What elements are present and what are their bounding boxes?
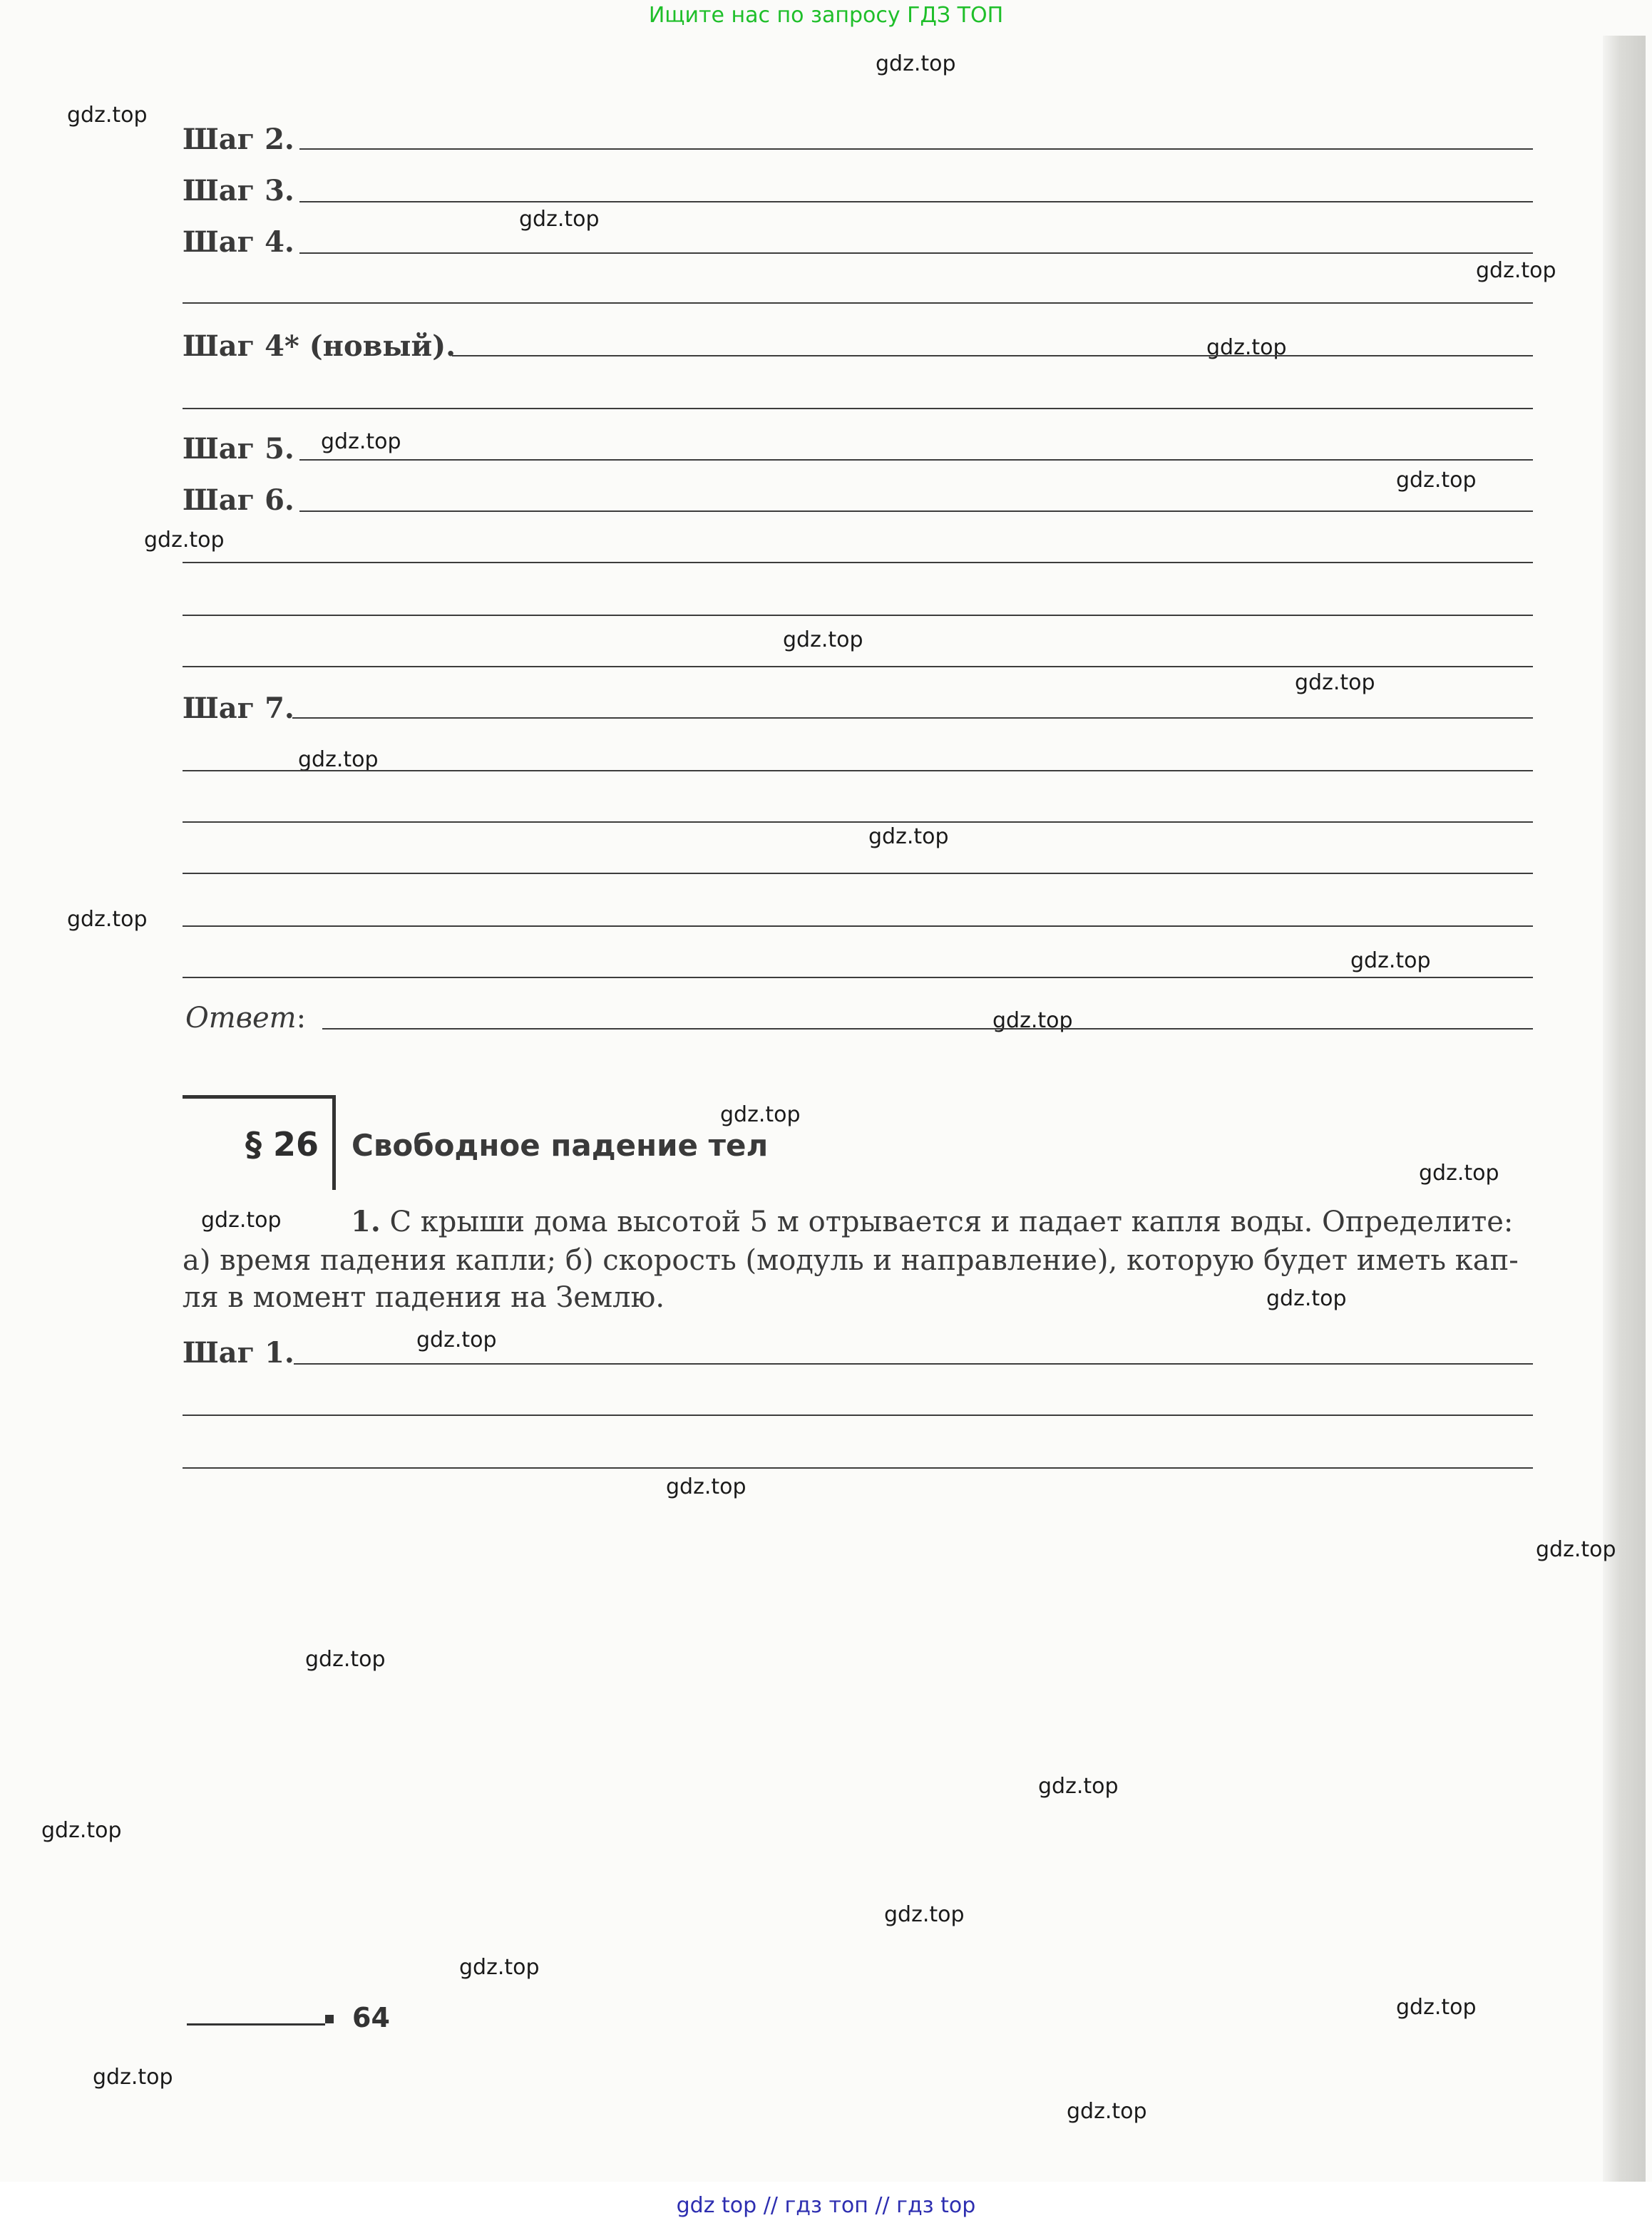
- step-4-new-label: Шаг 4* (новый).: [183, 329, 456, 363]
- answer-line[interactable]: [183, 1467, 1533, 1469]
- answer-line[interactable]: [299, 252, 1533, 254]
- watermark: gdz.top: [67, 103, 148, 128]
- problem-1-number: 1.: [351, 1205, 381, 1238]
- step-5-label: Шаг 5.: [183, 432, 294, 466]
- watermark: gdz.top: [519, 207, 600, 232]
- answer-line[interactable]: [183, 925, 1533, 927]
- top-search-banner[interactable]: Ищите нас по запросу ГДЗ ТОП: [648, 3, 1004, 28]
- page-number-rule: [187, 2023, 325, 2026]
- answer-line[interactable]: [183, 1415, 1533, 1416]
- answer-line[interactable]: [294, 1363, 1533, 1365]
- watermark: gdz.top: [144, 528, 225, 553]
- section-number: § 26: [245, 1125, 319, 1164]
- answer-line[interactable]: [299, 510, 1533, 512]
- watermark: gdz.top: [1396, 468, 1477, 493]
- watermark: gdz.top: [459, 1955, 540, 1980]
- watermark: gdz.top: [321, 429, 401, 454]
- step-4-label: Шаг 4.: [183, 225, 294, 259]
- problem-1-line-2: а) время падения капли; б) скорость (модуль и направление), которую будет иметь кап-: [183, 1244, 1519, 1277]
- watermark: gdz.top: [1396, 1995, 1477, 2020]
- watermark: gdz.top: [41, 1818, 122, 1843]
- answer-colon: :: [296, 1002, 307, 1035]
- step-6-label: Шаг 6.: [183, 483, 294, 517]
- watermark: gdz.top: [1295, 670, 1375, 695]
- watermark: gdz.top: [783, 627, 863, 652]
- answer-label: [185, 1002, 307, 1035]
- answer-line[interactable]: [183, 977, 1533, 978]
- answer-line[interactable]: [183, 666, 1533, 667]
- problem-1-line-1: [183, 1205, 1537, 1238]
- watermark: gdz.top: [876, 51, 956, 76]
- answer-line[interactable]: [183, 408, 1533, 409]
- answer-line[interactable]: [183, 562, 1533, 563]
- answer-word: Ответ: [185, 1002, 297, 1035]
- section-title: Свободное падение тел: [352, 1128, 769, 1163]
- watermark: gdz.top: [298, 747, 379, 772]
- watermark: gdz.top: [1476, 258, 1556, 283]
- watermark: gdz.top: [93, 2065, 173, 2090]
- answer-line[interactable]: [183, 873, 1533, 874]
- watermark: gdz.top: [201, 1208, 282, 1233]
- answer-line[interactable]: [183, 615, 1533, 616]
- watermark: gdz.top: [992, 1008, 1073, 1033]
- watermark: gdz.top: [720, 1102, 801, 1127]
- answer-line[interactable]: [183, 821, 1533, 823]
- watermark: gdz.top: [1206, 335, 1287, 360]
- answer-line[interactable]: [292, 717, 1533, 719]
- watermark: gdz.top: [1067, 2099, 1147, 2124]
- watermark: gdz.top: [666, 1474, 747, 1499]
- watermark: gdz.top: [1350, 948, 1431, 973]
- bottom-search-banner[interactable]: gdz top // гдз топ // гдз top: [676, 2193, 976, 2218]
- answer-line[interactable]: [322, 1028, 1533, 1030]
- watermark: gdz.top: [868, 824, 949, 849]
- answer-line[interactable]: [299, 148, 1533, 150]
- watermark: gdz.top: [305, 1647, 386, 1672]
- watermark: gdz.top: [1419, 1161, 1499, 1186]
- step-2-label: Шаг 2.: [183, 123, 294, 156]
- problem-1-line-3: ля в момент падения на Землю.: [183, 1281, 665, 1314]
- watermark: gdz.top: [1038, 1774, 1119, 1799]
- answer-line[interactable]: [299, 459, 1533, 461]
- answer-line[interactable]: [183, 770, 1533, 771]
- page-number-square-icon: [325, 2015, 334, 2023]
- page-edge-shadow: [1603, 36, 1646, 2182]
- watermark: gdz.top: [1536, 1537, 1616, 1562]
- problem-1-text: С крыши дома высотой 5 м отрывается и падает капля воды. Определите:: [380, 1206, 1514, 1238]
- watermark: gdz.top: [416, 1328, 497, 1352]
- answer-line[interactable]: [452, 355, 1533, 356]
- step-7-label: Шаг 7.: [183, 692, 294, 725]
- watermark: gdz.top: [1266, 1286, 1347, 1311]
- step-3-label: Шаг 3.: [183, 174, 294, 207]
- watermark: gdz.top: [67, 907, 148, 932]
- page-number: 64: [352, 2002, 390, 2033]
- answer-line[interactable]: [183, 302, 1533, 304]
- step-1-label: Шаг 1.: [183, 1336, 294, 1370]
- watermark: gdz.top: [884, 1902, 965, 1927]
- answer-line[interactable]: [299, 201, 1533, 202]
